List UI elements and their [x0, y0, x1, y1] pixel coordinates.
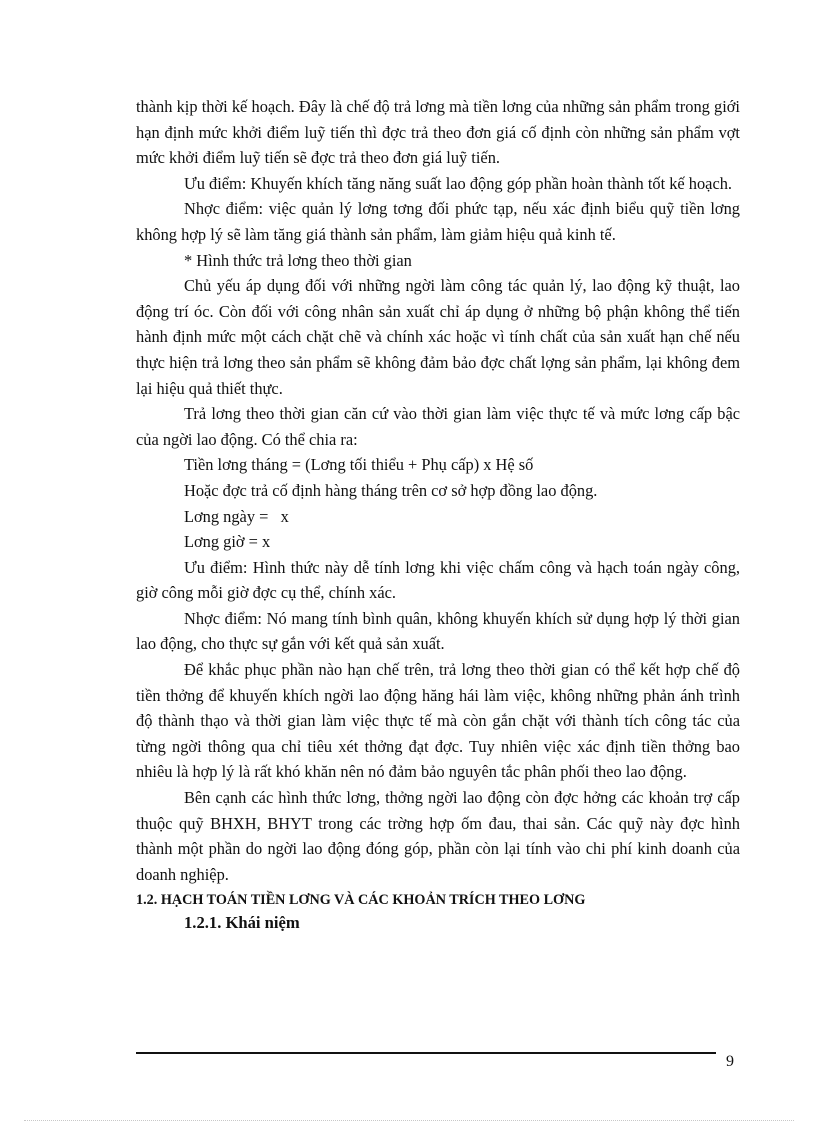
paragraph-progressive-piece-rate-continued: thành kịp thời kế hoạch. Đây là chế độ trả lơng mà tiền lơng của những sản phẩm trong giới hạn định mức khởi điểm luỹ tiến thì đợc trả theo đơn giá cố định còn những sản phẩm vợt mức khởi điểm luỹ tiến sẽ đợc trả theo đơn giá luỹ tiến.: [136, 97, 740, 168]
paragraph-social-insurance: Bên cạnh các hình thức lơng, thởng ngời lao động còn đợc hởng các khoản trợ cấp thuộc quỹ BHXH, BHYT trong các trờng hợp ốm đau, thai sản. Các quỹ này đợc hình thành một phần do ngời lao động đóng góp, phần còn lại tính vào chi phí kinh doanh của doanh nghiệp.: [136, 788, 740, 884]
page-number: 9: [726, 1053, 734, 1070]
formula-monthly-wage: Tiền lơng tháng = (Lơng tối thiểu + Phụ cấp) x Hệ số: [184, 455, 534, 475]
formula-hourly-wage: Lơng giờ = x: [184, 532, 271, 552]
footer-divider: [136, 1052, 716, 1054]
section-heading: 1.2. HẠCH TOÁN TIỀN LƠNG VÀ CÁC KHOẢN TRÍCH THEO LƠNG: [136, 892, 586, 909]
body-text: [136, 94, 740, 935]
subsection-heading: 1.2.1. Khái niệm: [184, 913, 300, 933]
paragraph-time-based-pay-heading: * Hình thức trả lơng theo thời gian: [184, 250, 412, 270]
paragraph-disadvantages-progressive: Nhợc điểm: việc quản lý lơng tơng đối phức tạp, nếu xác định biểu quỹ tiền lơng không hợp lý sẽ làm tăng giá thành sản phẩm, làm giảm hiệu quả kinh tế.: [136, 199, 740, 244]
page-bottom-dotted-border: [24, 1120, 794, 1121]
formula-daily-wage: Lơng ngày = x: [184, 506, 289, 526]
paragraph-time-based-applicability: Chủ yếu áp dụng đối với những ngời làm công tác quản lý, lao động kỹ thuật, lao động trí óc. Còn đối với công nhân sản xuất chỉ áp dụng ở những bộ phận không thể tiến hành định mức một cách chặt chẽ và chính xác hoặc vì tính chất của sản xuất hạn chế nếu thực hiện trả lơng theo sản phẩm sẽ không đảm bảo đợc chất lợng sản phẩm, lại không đem lại hiệu quả thiết thực.: [136, 276, 740, 398]
paragraph-advantages-time-based: Ưu điểm: Hình thức này dễ tính lơng khi việc chấm công và hạch toán ngày công, giờ công mỗi giờ đợc cụ thể, chính xác.: [136, 557, 740, 603]
paragraph-advantages-progressive: Ưu điểm: Khuyến khích tăng năng suất lao động góp phần hoàn thành tốt kế hoạch.: [184, 173, 733, 193]
paragraph-bonus-combination: Để khắc phục phần nào hạn chế trên, trả lơng theo thời gian có thể kết hợp chế độ tiền thởng để khuyến khích ngời lao động hăng hái làm việc, không những phản ánh trình độ thành thạo và thời gian làm việc thực tế mà còn gắn chặt với thành tích công tác của từng ngời thông qua chỉ tiêu xét thởng đạt đợc. Tuy nhiên việc xác định tiền thởng bao nhiêu là hợp lý là rất khó khăn nên nó đảm bảo nguyên tắc phân phối theo lao động.: [136, 660, 740, 782]
formula-fixed-monthly: Hoặc đợc trả cố định hàng tháng trên cơ sở hợp đồng lao động.: [184, 480, 598, 500]
paragraph-disadvantages-time-based: Nhợc điểm: Nó mang tính bình quân, không khuyến khích sử dụng hợp lý thời gian lao động, cho thực sự gắn với kết quả sản xuất.: [136, 608, 740, 654]
paragraph-time-based-basis: Trả lơng theo thời gian căn cứ vào thời gian làm việc thực tế và mức lơng cấp bậc của ngời lao động. Có thể chia ra:: [136, 404, 740, 449]
